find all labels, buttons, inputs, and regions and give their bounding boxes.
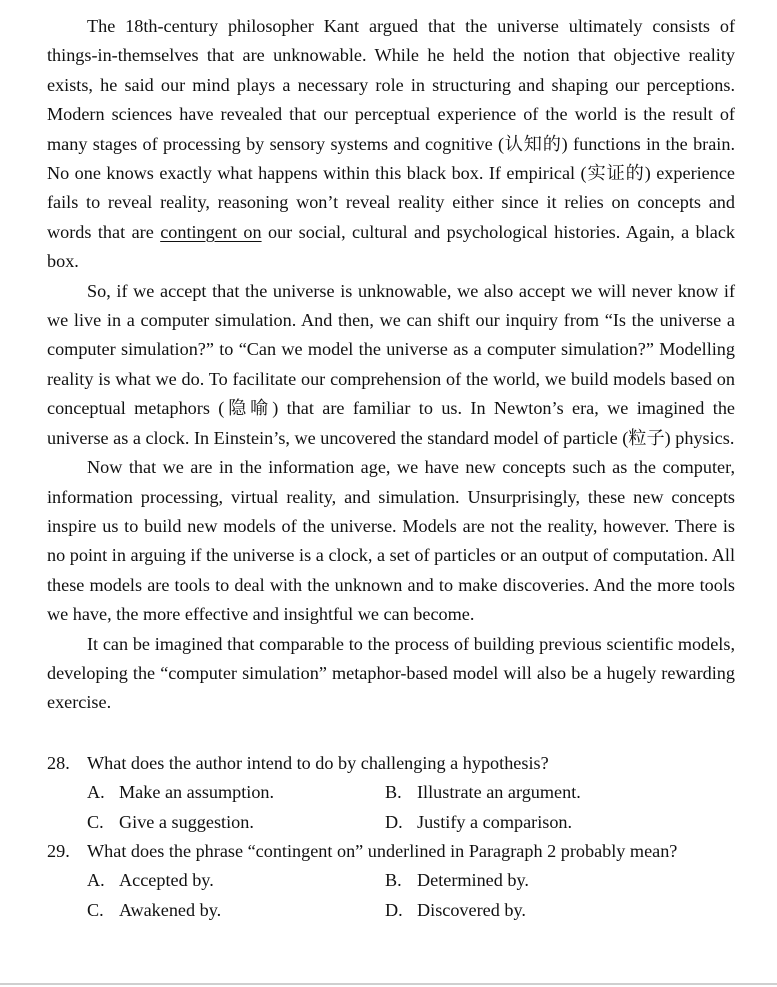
option-d[interactable] (385, 896, 685, 925)
paragraph-1 (47, 12, 735, 277)
option-a[interactable] (87, 866, 385, 895)
option-b[interactable] (385, 778, 685, 807)
question-stem (47, 749, 735, 778)
option-c[interactable] (87, 896, 385, 925)
paragraph-2: So, if we accept that the universe is unknowable, we also accept we will never know if we live in a computer simulation. And then, we can shift our inquiry from “Is the universe a computer simulation?” to “Can we model the universe as a computer simulation?” Modelling reality is what we do. To facilitate our comprehension of the world, we build models based on conceptual metaphors (隐喻) that are familiar to us. In Newton’s era, we imagined the universe as a clock. In Einstein’s, we uncovered the standard model of particle (粒子) physics. (47, 280, 735, 448)
option-c[interactable] (87, 808, 385, 837)
question-text: What does the phrase “contingent on” underlined in Paragraph 2 probably mean? (87, 840, 678, 861)
option-letter: A. (87, 782, 105, 803)
question-number: 29. (47, 840, 70, 861)
option-letter: A. (87, 870, 105, 891)
question-number: 28. (47, 752, 70, 773)
option-text: Make an assumption. (119, 782, 275, 803)
option-text: Awakened by. (119, 899, 222, 920)
option-letter: D. (385, 811, 403, 832)
reading-passage-page (47, 12, 735, 925)
option-b[interactable] (385, 866, 685, 895)
question-29 (47, 837, 735, 925)
questions-section (47, 749, 735, 925)
option-letter: B. (385, 782, 402, 803)
option-letter: C. (87, 899, 104, 920)
question-28 (47, 749, 735, 837)
page-bottom-divider (0, 983, 777, 985)
options-grid (87, 778, 735, 837)
option-a[interactable] (87, 778, 385, 807)
paragraph-1-text-b: our social, cultural and psychological histories. Again, a black box. (47, 221, 735, 272)
option-letter: B. (385, 870, 402, 891)
option-letter: D. (385, 899, 403, 920)
option-d[interactable] (385, 808, 685, 837)
question-stem (47, 837, 735, 866)
option-text: Determined by. (417, 870, 529, 891)
underlined-phrase: contingent on (160, 221, 262, 242)
option-text: Illustrate an argument. (417, 782, 581, 803)
options-grid (87, 866, 735, 925)
option-text: Discovered by. (417, 899, 526, 920)
paragraph-4: It can be imagined that comparable to the process of building previous scientific models, developing the “computer simulation” metaphor-based model will also be a hugely rewarding exercise. (47, 633, 735, 713)
question-text: What does the author intend to do by challenging a hypothesis? (87, 752, 549, 773)
option-text: Justify a comparison. (417, 811, 573, 832)
option-letter: C. (87, 811, 104, 832)
option-text: Give a suggestion. (119, 811, 254, 832)
paragraph-3: Now that we are in the information age, we have new concepts such as the computer, information processing, virtual reality, and simulation. Unsurprisingly, these new concepts inspire us to build new models of the universe. Models are not the reality, however. There is no point in arguing if the universe is a clock, a set of particles or an output of computation. All these models are tools to deal with the unknown and to make discoveries. And the more tools we have, the more effective and insightful we can become. (47, 457, 735, 625)
option-text: Accepted by. (119, 870, 214, 891)
paragraph-1-text-a: The 18th-century philosopher Kant argued that the universe ultimately consists of things-in-themselves that are unknowable. While he held the notion that objective reality exists, he said our mind plays a necessary role in structuring and shaping our perceptions. Modern sciences have revealed that our perceptual experience of the world is the result of many stages of processing by sensory systems and cognitive (认知的) functions in the brain. No one knows exactly what happens within this black box. If empirical (实证的) experience fails to reveal reality, reasoning won’t reveal reality either since it relies on concepts and words that are (47, 16, 735, 242)
